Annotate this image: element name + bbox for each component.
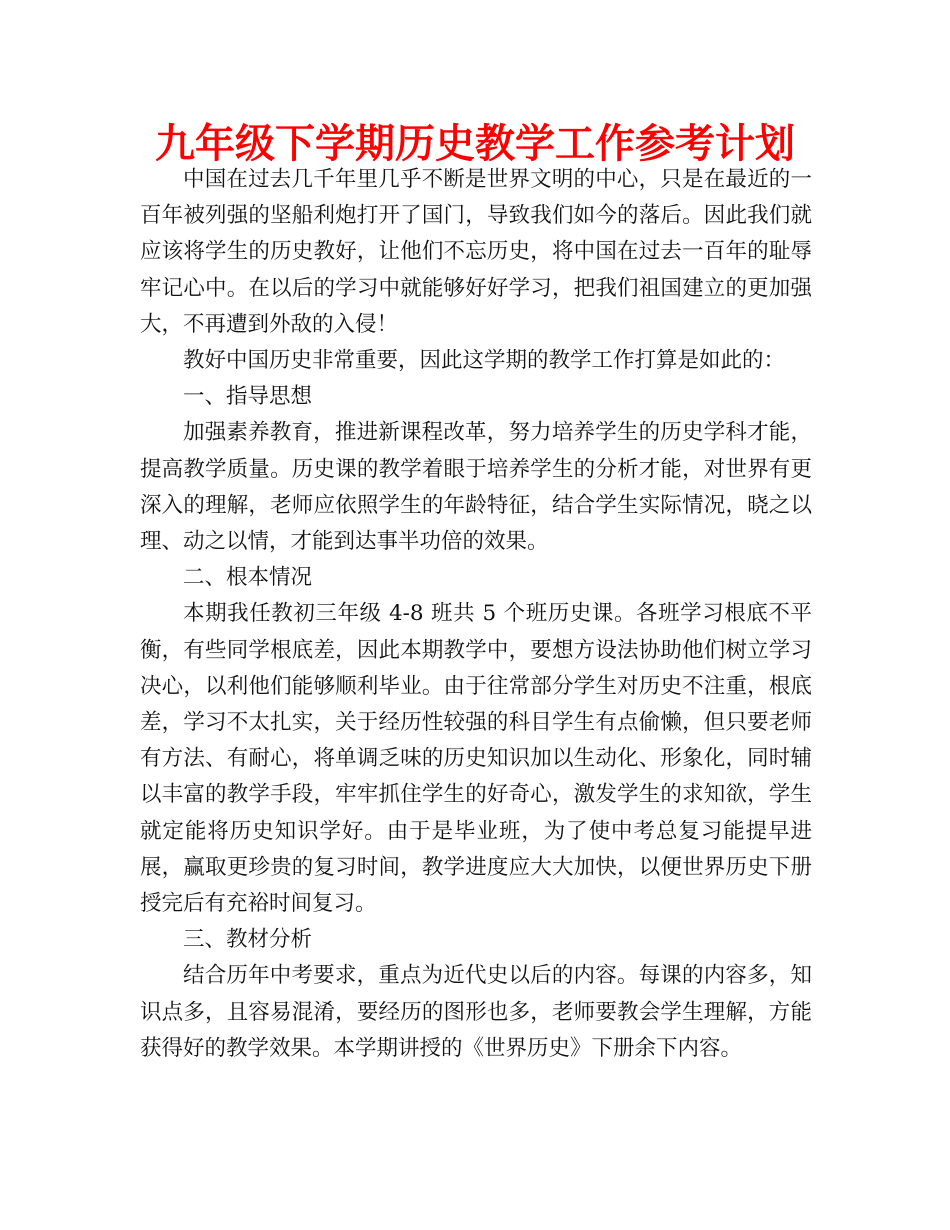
document-title: 九年级下学期历史教学工作参考计划: [155, 121, 795, 167]
paragraph-intro: 中国在过去几千年里几乎不断是世界文明的中心，只是在最近的一百年被列强的坚船利炮打开了国门，导致我们如今的落后。因此我们就应该将学生的历史教好，让他们不忘历史，将中国在过去一百年的耻辱牢记心中。在以后的学习中就能够好好学习，把我们祖国建立的更加强大，不再遭到外敌的入侵！: [140, 167, 812, 337]
section-heading-guiding-ideology: 一、指导思想: [183, 384, 313, 410]
paragraph-textbook-analysis: 结合历年中考要求，重点为近代史以后的内容。每课的内容多，知识点多，且容易混淆，要经历的图形也多，老师要教会学生理解，方能获得好的教学效果。本学期讲授的《世界历史》下册余下内容。: [140, 963, 812, 1061]
paragraph-basic-situation: 本期我任教初三年级 4-8 班共 5 个班历史课。各班学习根底不平衡，有些同学根底差，因此本期教学中，要想方设法协助他们树立学习决心，以利他们能够顺利毕业。由于往常部分学生对历史不注重，根底差，学习不太扎实，关于经历性较强的科目学生有点偷懒，但只要老师有方法、有耐心，将单调乏味的历史知识加以生动化、形象化，同时辅以丰富的教学手段，牢牢抓住学生的好奇心，激发学生的求知欲，学生就定能将历史知识学好。由于是毕业班，为了使中考总复习能提早进展，赢取更珍贵的复习时间，教学进度应大大加快，以便世界历史下册授完后有充裕时间复习。: [140, 601, 812, 917]
section-heading-basic-situation: 二、根本情况: [183, 565, 313, 591]
paragraph-guiding-ideology: 加强素养教育，推进新课程改革，努力培养学生的历史学科才能，提高教学质量。历史课的教学着眼于培养学生的分析才能，对世界有更深入的理解，老师应依照学生的年龄特征，结合学生实际情况，晓之以理、动之以情，才能到达事半功倍的效果。: [140, 420, 812, 555]
section-heading-textbook-analysis: 三、教材分析: [183, 927, 313, 953]
paragraph-plan-statement: 教好中国历史非常重要，因此这学期的教学工作打算是如此的：: [183, 348, 786, 374]
document-body: [140, 162, 812, 1067]
